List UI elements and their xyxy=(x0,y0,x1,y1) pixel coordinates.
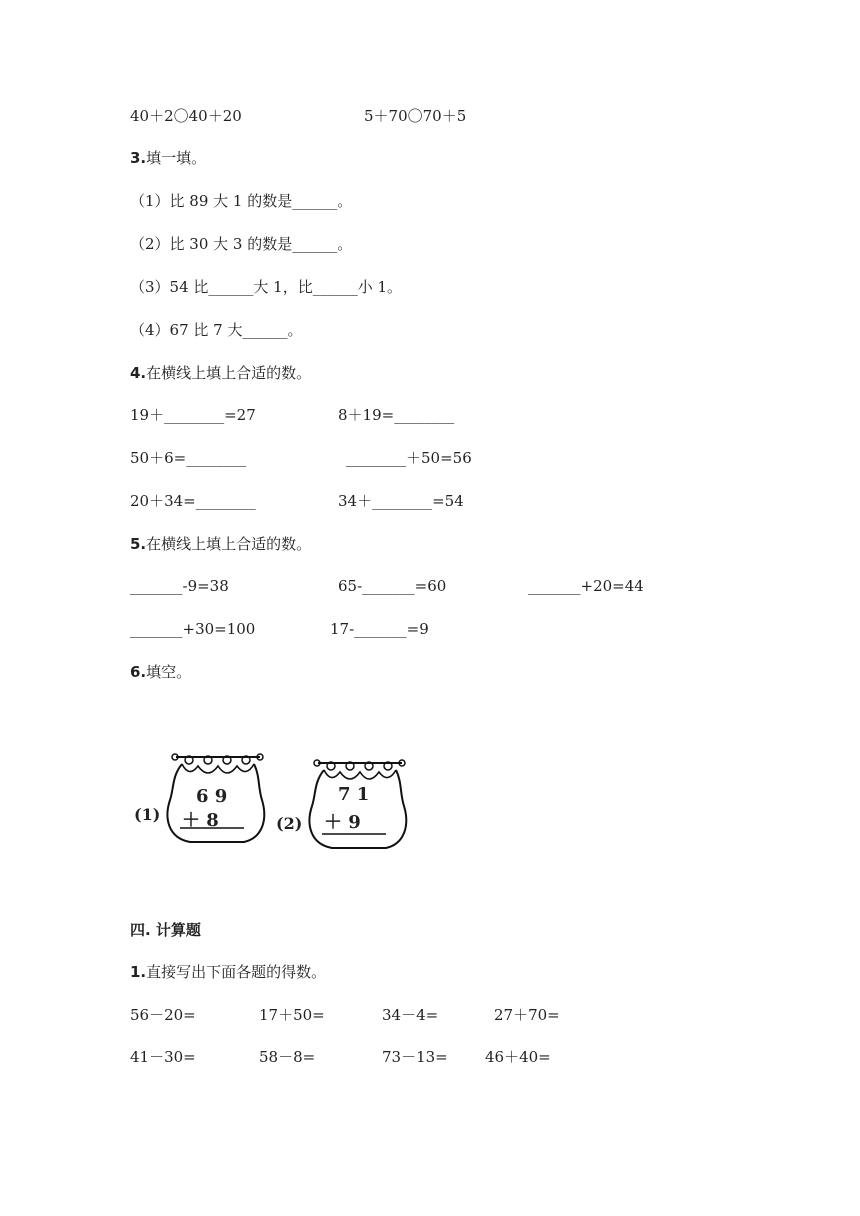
q6-title: 填空。 xyxy=(146,663,192,681)
figure-2-bottom-digits: ＋ 9 xyxy=(324,812,361,833)
calc-r1-d: 27＋70= xyxy=(494,1006,560,1024)
q4-title: 在横线上填上合适的数。 xyxy=(146,364,312,382)
calc-r1-c: 34－4= xyxy=(382,1006,439,1024)
compare-b: 5＋70〇70＋5 xyxy=(364,107,467,125)
calc-r2-d: 46＋40= xyxy=(485,1048,551,1066)
calc-title: 直接写出下面各题的得数。 xyxy=(146,963,327,981)
q5-r1-a: _______-9=38 xyxy=(130,577,229,595)
calc-r1-a: 56－20= xyxy=(130,1006,196,1024)
money-bag-figure-1 xyxy=(134,748,274,848)
q3-item-4: （4）67 比 7 大______。 xyxy=(130,321,303,339)
q4-heading xyxy=(130,364,311,382)
q5-r1-b: 65-_______=60 xyxy=(338,577,447,595)
calc-r2-a: 41－30= xyxy=(130,1048,196,1066)
q6-number: 6. xyxy=(130,663,147,681)
figure-1-bottom-digits: ＋ 8 xyxy=(182,810,219,831)
q4-r3-b: 34＋________=54 xyxy=(338,492,464,510)
figure-2-label: (2) xyxy=(276,814,303,833)
calc-heading xyxy=(130,963,326,981)
q4-r1-a: 19＋________=27 xyxy=(130,406,256,424)
q3-title: 填一填。 xyxy=(146,149,207,167)
q4-r2-b: ________＋50=56 xyxy=(346,449,472,467)
q4-r2-a: 50＋6=________ xyxy=(130,449,247,467)
section-title: 四. 计算题 xyxy=(130,921,201,939)
q5-r1-c: _______+20=44 xyxy=(528,577,644,595)
q5-title: 在横线上填上合适的数。 xyxy=(146,535,312,553)
q3-heading xyxy=(130,149,206,167)
q6-heading xyxy=(130,663,191,681)
calc-r2-c: 73－13= xyxy=(382,1048,448,1066)
figure-1-label: (1) xyxy=(134,805,161,824)
q3-item-1: （1）比 89 大 1 的数是______。 xyxy=(130,192,353,210)
q3-item-2: （2）比 30 大 3 的数是______。 xyxy=(130,235,353,253)
q5-r2-a: _______+30=100 xyxy=(130,620,256,638)
q5-r2-b: 17-_______=9 xyxy=(330,620,429,638)
q4-r1-b: 8＋19=________ xyxy=(338,406,455,424)
q4-r3-a: 20＋34=________ xyxy=(130,492,256,510)
calc-r1-b: 17＋50= xyxy=(259,1006,325,1024)
q3-item-3: （3）54 比______大 1，比______小 1。 xyxy=(130,278,403,296)
q5-heading xyxy=(130,535,311,553)
money-bag-figure-2 xyxy=(276,754,416,854)
q5-number: 5. xyxy=(130,535,147,553)
q3-number: 3. xyxy=(130,149,147,167)
calc-number: 1. xyxy=(130,963,147,981)
compare-a: 40＋2〇40＋20 xyxy=(130,107,242,125)
figure-1-top-digits: 6 9 xyxy=(196,786,228,807)
figure-2-top-digits: 7 1 xyxy=(338,784,370,805)
calc-r2-b: 58－8= xyxy=(259,1048,316,1066)
q4-number: 4. xyxy=(130,364,147,382)
